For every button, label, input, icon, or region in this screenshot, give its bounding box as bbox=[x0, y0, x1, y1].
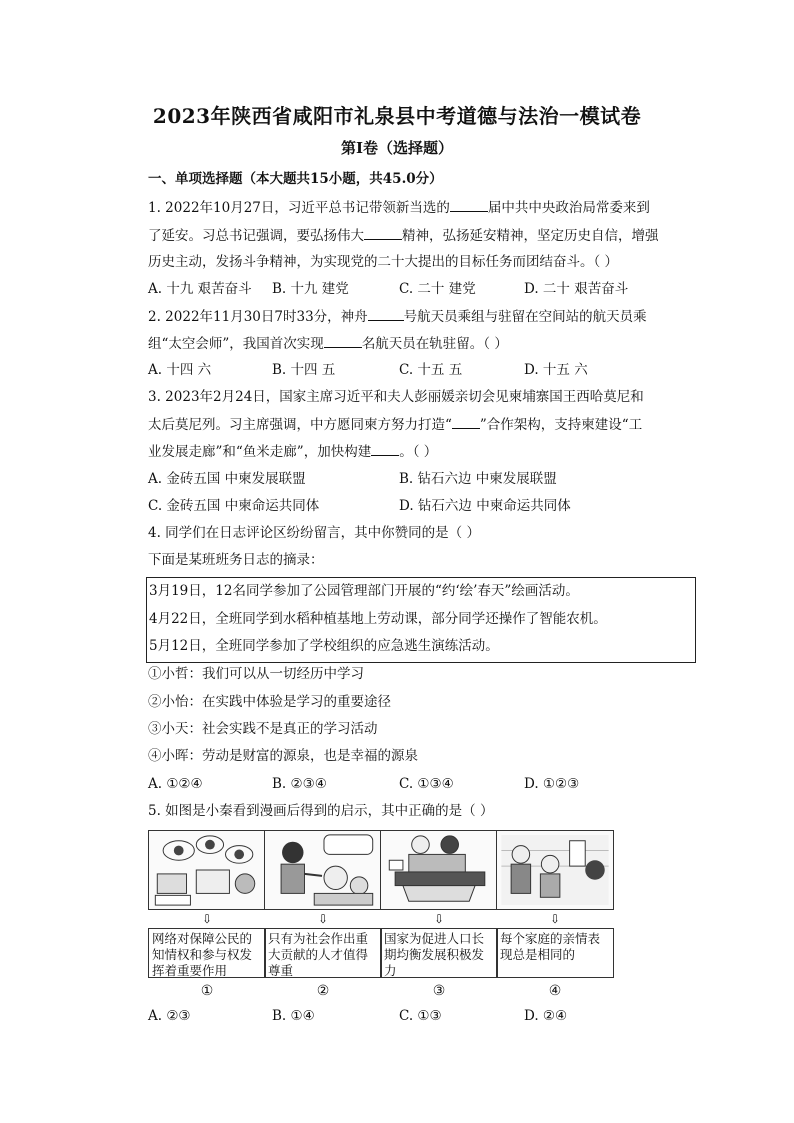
diary-entry: 4月22日，全班同学到水稻种植基地上劳动课，部分同学还操作了智能农机。 bbox=[149, 611, 607, 627]
q3-text-3a: 业发展走廊”和“鱼米走廊”，加快构建 bbox=[148, 444, 372, 460]
q3-line1: 3. 2023年2月24日，国家主席习近平和夫人彭丽媛亲切会见柬埔寨国王西哈莫尼和 bbox=[148, 389, 644, 405]
comic-illustration-2 bbox=[265, 831, 381, 909]
q4-comment-3: ③小天：社会实践不是真正的学习活动 bbox=[148, 721, 378, 737]
q1-text-1b: 届中共中央政治局常委来到 bbox=[487, 200, 650, 216]
q3-text-2b: ”合作架构，支持柬建设“工 bbox=[479, 417, 643, 433]
q5-option-d[interactable]: D. ②④ bbox=[524, 1008, 568, 1024]
answer-blank bbox=[371, 443, 399, 456]
diary-entry: 3月19日，12名同学参加了公园管理部门开展的“约‘绘’春天”绘画活动。 bbox=[149, 583, 579, 599]
q3-text-3b: 。（ ） bbox=[399, 444, 438, 460]
comic-illustration-1 bbox=[149, 831, 265, 909]
comic-number-4: ④ bbox=[548, 983, 562, 999]
q4-option-c[interactable]: C. ①③④ bbox=[399, 776, 454, 792]
q5-stem: 5. 如图是小秦看到漫画后得到的启示，其中正确的是（ ） bbox=[148, 803, 494, 819]
comic-panel-1 bbox=[148, 830, 266, 910]
q2-text-1a: 2. 2022年11月30日7时33分，神舟 bbox=[148, 309, 368, 325]
q5-option-c[interactable]: C. ①③ bbox=[399, 1008, 442, 1024]
down-arrow-icon: ⇩ bbox=[201, 912, 213, 926]
down-arrow-icon: ⇩ bbox=[317, 912, 329, 926]
q2-option-c[interactable]: C. 十五 五 bbox=[399, 362, 463, 378]
comic-illustration-3 bbox=[381, 831, 497, 909]
answer-blank bbox=[450, 199, 488, 212]
q1-line1 bbox=[148, 199, 650, 216]
q4-option-b[interactable]: B. ②③④ bbox=[272, 776, 327, 792]
q3-option-b[interactable]: B. 钻石六边 中柬发展联盟 bbox=[399, 471, 557, 487]
section-heading: 一、单项选择题（本大题共15小题，共45.0分） bbox=[148, 171, 443, 187]
down-arrow-icon: ⇩ bbox=[549, 912, 561, 926]
comic-caption-1: 网络对保障公民的知情权和参与权发挥着重要作用 bbox=[148, 928, 266, 978]
down-arrow-icon: ⇩ bbox=[433, 912, 445, 926]
q2-text-1b: 号航天员乘组与驻留在空间站的航天员乘 bbox=[403, 309, 647, 325]
q2-line2 bbox=[148, 335, 508, 352]
q3-option-c[interactable]: C. 金砖五国 中柬命运共同体 bbox=[148, 498, 320, 514]
q1-option-c[interactable]: C. 二十 建党 bbox=[399, 281, 476, 297]
answer-blank bbox=[452, 416, 480, 429]
q2-option-b[interactable]: B. 十四 五 bbox=[272, 362, 336, 378]
answer-blank bbox=[364, 227, 402, 240]
q4-comment-1: ①小哲：我们可以从一切经历中学习 bbox=[148, 666, 364, 682]
q2-option-d[interactable]: D. 十五 六 bbox=[524, 362, 588, 378]
comic-panel-4 bbox=[496, 830, 614, 910]
q4-intro: 下面是某班班务日志的摘录： bbox=[148, 552, 324, 568]
q2-option-a[interactable]: A. 十四 六 bbox=[148, 362, 212, 378]
comic-number-2: ② bbox=[316, 983, 330, 999]
q1-line3: 历史主动，发扬斗争精神，为实现党的二十大提出的目标任务而团结奋斗。（ ） bbox=[148, 254, 619, 270]
comic-number-3: ③ bbox=[432, 983, 446, 999]
q5-option-a[interactable]: A. ②③ bbox=[148, 1008, 191, 1024]
q3-line2 bbox=[148, 416, 642, 433]
q2-text-2a: 组“太空会师”，我国首次实现 bbox=[148, 336, 324, 352]
section-subtitle: 第Ⅰ卷（选择题） bbox=[340, 139, 454, 157]
q4-option-a[interactable]: A. ①②④ bbox=[148, 776, 203, 792]
q2-text-2b: 名航天员在轨驻留。（ ） bbox=[361, 336, 508, 352]
q2-line1 bbox=[148, 308, 647, 325]
comic-caption-2: 只有为社会作出重大贡献的人才值得尊重 bbox=[264, 928, 382, 978]
answer-blank bbox=[368, 308, 404, 321]
q1-option-a[interactable]: A. 十九 艰苦奋斗 bbox=[148, 281, 252, 297]
q1-option-b[interactable]: B. 十九 建党 bbox=[272, 281, 349, 297]
comic-panel-2 bbox=[264, 830, 382, 910]
q5-option-b[interactable]: B. ①④ bbox=[272, 1008, 315, 1024]
diary-entry: 5月12日，全班同学参加了学校组织的应急逃生演练活动。 bbox=[149, 638, 499, 654]
comic-caption-3: 国家为促进人口长期均衡发展积极发力 bbox=[380, 928, 498, 978]
comic-caption-4: 每个家庭的亲情表现总是相同的 bbox=[496, 928, 614, 978]
q4-comment-2: ②小怡：在实践中体验是学习的重要途径 bbox=[148, 694, 391, 710]
diary-excerpt-box bbox=[146, 577, 696, 663]
q4-comment-4: ④小晖：劳动是财富的源泉，也是幸福的源泉 bbox=[148, 748, 418, 764]
q3-text-2a: 太后莫尼列。习主席强调，中方愿同柬方努力打造“ bbox=[148, 417, 452, 433]
q3-line3 bbox=[148, 443, 437, 460]
comic-number-1: ① bbox=[200, 983, 214, 999]
q1-option-d[interactable]: D. 二十 艰苦奋斗 bbox=[524, 281, 629, 297]
q1-text-2a: 了延安。习总书记强调，要弘扬伟大 bbox=[148, 228, 364, 244]
q1-line2 bbox=[148, 227, 659, 244]
answer-blank bbox=[324, 335, 362, 348]
q4-stem: 4. 同学们在日志评论区纷纷留言，其中你赞同的是（ ） bbox=[148, 525, 480, 541]
q1-text-2b: 精神，弘扬延安精神，坚定历史自信，增强 bbox=[402, 228, 659, 244]
comic-illustration-4 bbox=[497, 831, 613, 909]
comic-panel-3 bbox=[380, 830, 498, 910]
q3-option-d[interactable]: D. 钻石六边 中柬命运共同体 bbox=[399, 498, 571, 514]
q4-option-d[interactable]: D. ①②③ bbox=[524, 776, 580, 792]
q1-text-1a: 1. 2022年10月27日，习近平总书记带领新当选的 bbox=[148, 200, 450, 216]
q3-option-a[interactable]: A. 金砖五国 中柬发展联盟 bbox=[148, 471, 306, 487]
page-title: 2023年陕西省咸阳市礼泉县中考道德与法治一模试卷 bbox=[152, 104, 642, 128]
